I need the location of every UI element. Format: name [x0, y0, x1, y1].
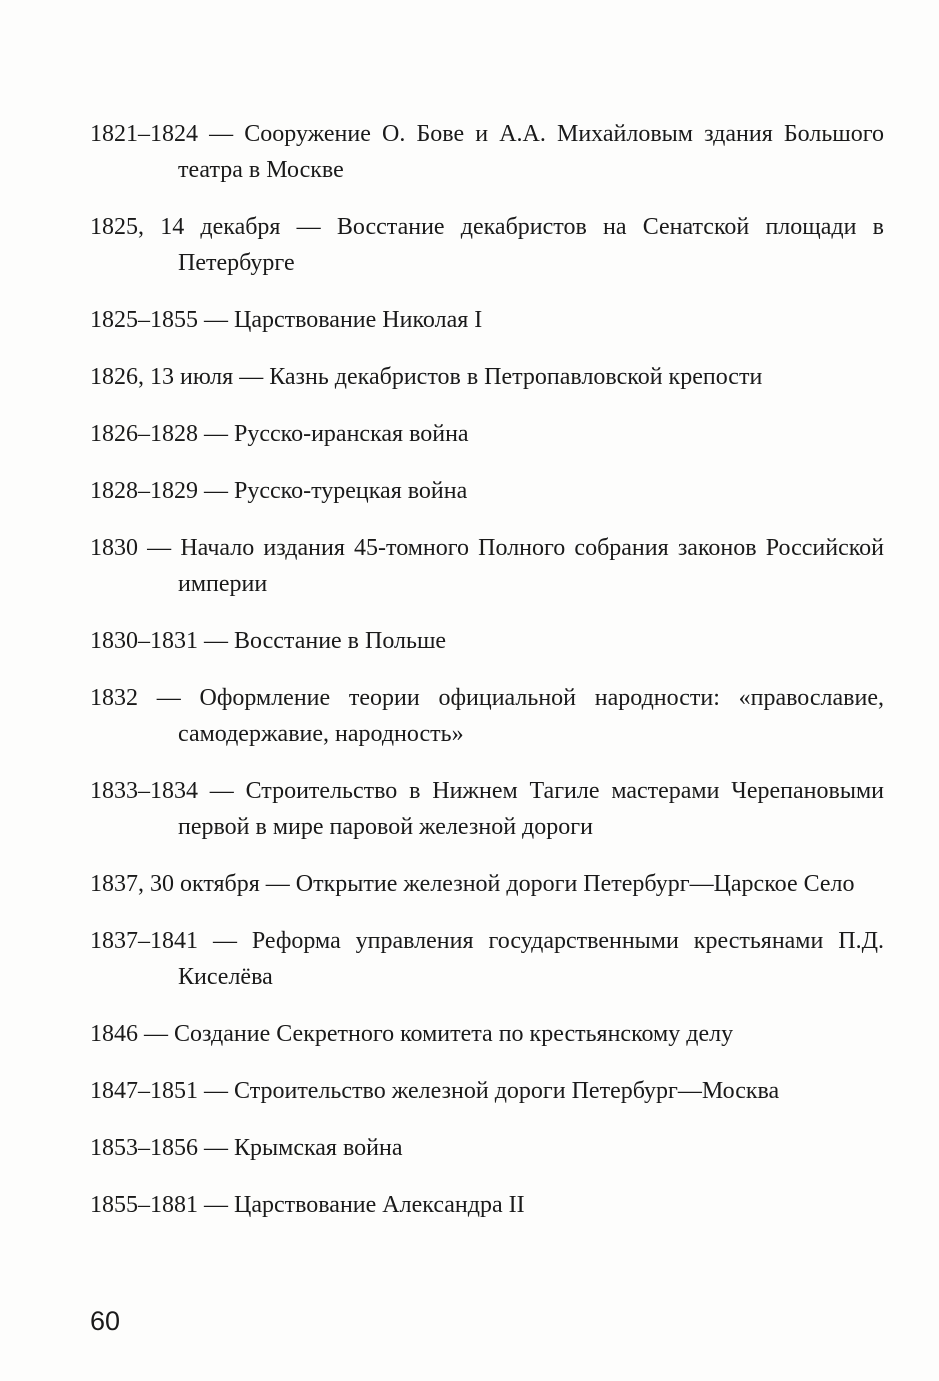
chronology-entry: 1837–1841 — Реформа управления государственными крестьянами П.Д. Киселёва [90, 928, 884, 990]
chronology-list [90, 116, 884, 1244]
chronology-entry: 1855–1881 — Царствование Александра II [90, 1192, 525, 1218]
page-number: 60 [90, 1306, 121, 1336]
chronology-entry: 1825–1855 — Царствование Николая I [90, 307, 483, 333]
chronology-entry: 1846 — Создание Секретного комитета по крестьянскому делу [90, 1021, 734, 1047]
chronology-entry: 1847–1851 — Строительство железной дороги Петербург—Москва [90, 1078, 780, 1104]
chronology-entry: 1830 — Начало издания 45-томного Полного собрания законов Российской империи [90, 535, 884, 597]
chronology-entry: 1826, 13 июля — Казнь декабристов в Петропавловской крепости [90, 364, 763, 390]
chronology-entry: 1828–1829 — Русско-турецкая война [90, 478, 468, 504]
chronology-entry: 1830–1831 — Восстание в Польше [90, 628, 447, 654]
chronology-entry: 1853–1856 — Крымская война [90, 1135, 403, 1161]
chronology-entry: 1837, 30 октября — Открытие железной дороги Петербург—Царское Село [90, 871, 855, 897]
chronology-entry: 1821–1824 — Сооружение О. Бове и А.А. Михайловым здания Большого театра в Москве [90, 121, 884, 183]
chronology-entry: 1825, 14 декабря — Восстание декабристов на Сенатской площади в Петербурге [90, 214, 884, 276]
chronology-entry: 1826–1828 — Русско-иранская война [90, 421, 469, 447]
chronology-entry: 1832 — Оформление теории официальной народности: «православие, самодержавие, народность» [90, 685, 884, 747]
chronology-entry: 1833–1834 — Строительство в Нижнем Тагиле мастерами Черепановыми первой в мире паровой железной дороги [90, 778, 884, 840]
